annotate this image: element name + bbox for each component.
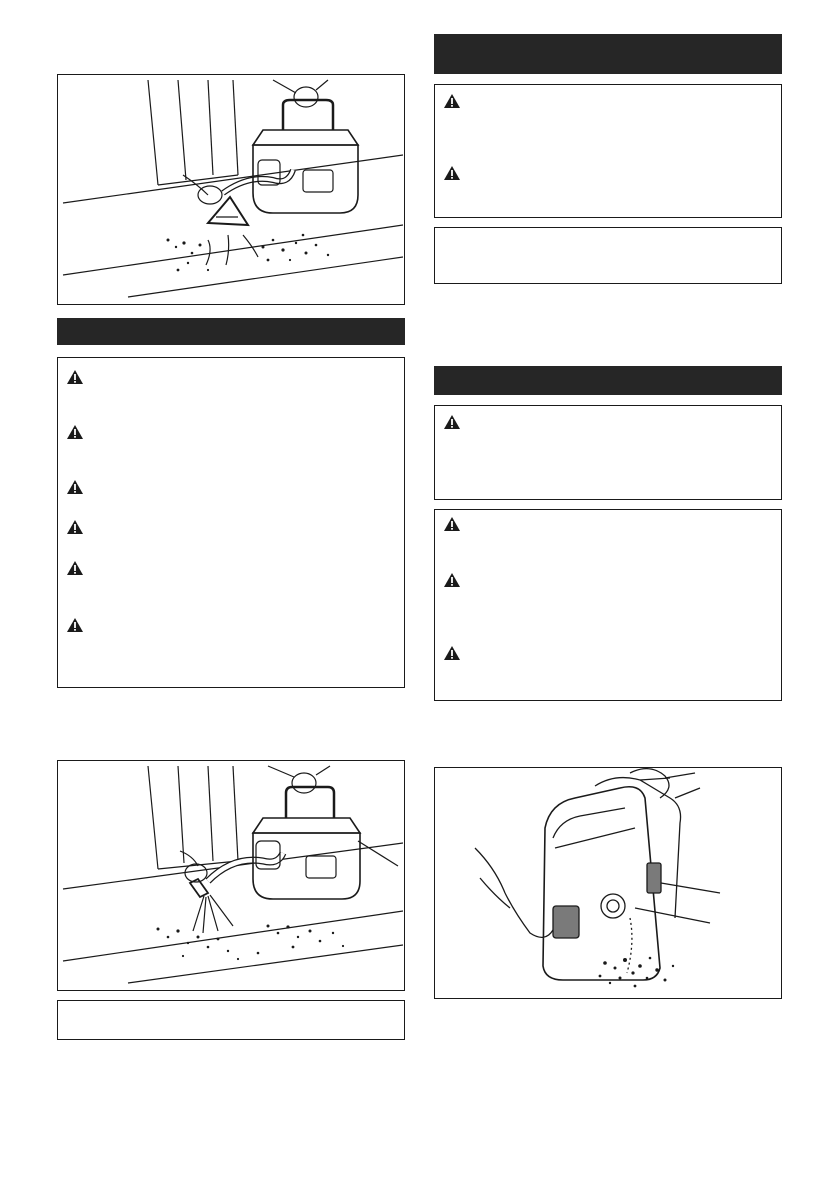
warning-box-two bbox=[434, 84, 782, 218]
figure-hose bbox=[57, 760, 405, 991]
warning-triangle-icon bbox=[443, 572, 461, 588]
vacuum-tank-emptying-illustration bbox=[435, 768, 780, 997]
section-header-bar-middle bbox=[434, 366, 782, 395]
figure-tank-emptying bbox=[434, 767, 782, 999]
note-box-right bbox=[434, 227, 782, 284]
warning-triangle-icon bbox=[443, 93, 461, 109]
warning-triangle-icon bbox=[443, 516, 461, 532]
section-header-bar bbox=[57, 318, 405, 345]
section-header-bar-top bbox=[434, 34, 782, 74]
note-box-left bbox=[57, 1000, 405, 1040]
warning-box-six bbox=[57, 357, 405, 688]
warning-triangle-icon bbox=[443, 645, 461, 661]
warning-triangle-icon bbox=[66, 369, 84, 385]
warning-box-single bbox=[434, 405, 782, 500]
warning-triangle-icon bbox=[66, 617, 84, 633]
warning-triangle-icon bbox=[66, 479, 84, 495]
warning-triangle-icon bbox=[66, 519, 84, 535]
warning-triangle-icon bbox=[443, 165, 461, 181]
figure-floor-nozzle bbox=[57, 74, 405, 305]
warning-triangle-icon bbox=[443, 414, 461, 430]
warning-triangle-icon bbox=[66, 424, 84, 440]
warning-box-three bbox=[434, 509, 782, 701]
vacuum-with-hose-illustration bbox=[58, 761, 403, 989]
vacuum-with-floor-nozzle-illustration bbox=[58, 75, 403, 303]
warning-triangle-icon bbox=[66, 560, 84, 576]
